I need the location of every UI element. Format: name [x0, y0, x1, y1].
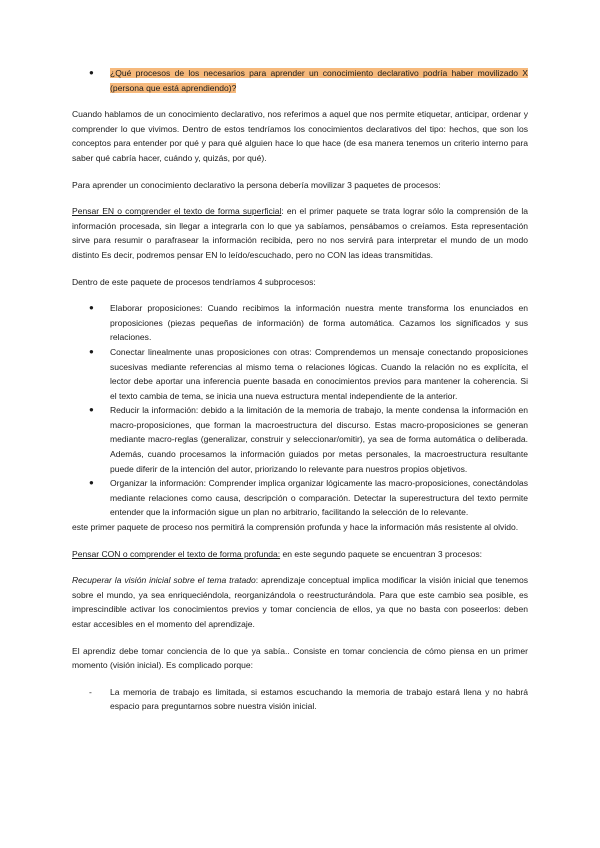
bullet-icon: ● — [89, 405, 94, 415]
subprocesses-intro: Dentro de este paquete de procesos tendríamos 4 subprocesos: — [72, 276, 316, 287]
subprocesses-list — [72, 301, 528, 520]
recuperar-body: : aprendizaje conceptual implica modificar la visión inicial que tenemos sobre el mundo, ya sea enriqueciéndola, reorganizándola o reestructurándola. Para que este cambio sea posible, es imprescindible activar los conocimientos previos y tomar conciencia de ellos, ya que no basta con poseerlos: deben estar accesibles en el momento del aprendizaje. — [72, 575, 528, 629]
bullet-icon: ● — [89, 346, 94, 356]
list-item-text: Elaborar proposiciones: Cuando recibimos la información nuestra mente transforma los enunciados en proposiciones (piezas pequeñas de información) de forma automática. Cazamos los significados y sus relaciones. — [110, 303, 528, 343]
list-item — [89, 345, 528, 403]
highlighted-question: ¿Qué procesos de los necesarios para aprender un conocimiento declarativo podría haber movilizado X (persona que está aprendiendo)? — [110, 68, 528, 93]
list-item — [89, 476, 528, 520]
list-item-text: Organizar la información: Comprender implica organizar lógicamente las macro-proposiciones, conectándolas mediante relaciones como causa, descripción o comparación. Detectar la superestructura del texto permite entender que la información sigue un plan no arbitrario, facilitando la selección de lo relevante. — [110, 478, 528, 518]
bullet-icon: ● — [89, 478, 94, 488]
dash-item-text: La memoria de trabajo es limitada, si estamos escuchando la memoria de trabajo estará llena y no habrá espacio para preguntarnos sobre nuestra visión inicial. — [110, 686, 528, 712]
superficial-paragraph — [72, 204, 528, 262]
intro-paragraph: Cuando hablamos de un conocimiento declarativo, nos referimos a aquel que nos permite etiquetar, anticipar, ordenar y comprender lo que vivimos. Dentro de estos tendríamos los conocimientos declarativos del tipo: hechos, que son los conceptos para entender por qué y para qué alguien hace lo que hace (de esa manera tenemos un criterio interno para saber qué cabría hacer, cuándo y, quizás, por qué). — [72, 109, 528, 163]
aprendiz-paragraph: El aprendiz debe tomar conciencia de lo que ya sabía.. Consiste en tomar conciencia de cómo piensa en un primer momento (visión inicial). Es complicado porque: — [72, 645, 528, 671]
list-item — [89, 301, 528, 345]
packages-paragraph: Para aprender un conocimiento declarativo la persona debería movilizar 3 paquetes de procesos: — [72, 179, 441, 190]
question-item — [72, 66, 528, 95]
superficial-heading: Pensar EN o comprender el texto de forma superficial — [72, 206, 282, 217]
list-item-text: Reducir la información: debido a la limitación de la memoria de trabajo, la mente condensa la información en macro-proposiciones, que forman la macroestructura del discurso. Estas macro-proposiciones se generan mediante macro-reglas (generalizar, construir y seleccionar/omitir), ya sea de forma automática o deliberada. Además, cuando procesamos la información guiados por metas personales, la macroestructura resultante puede diferir de la intención del autor, priorizando lo relevante para nuestros propios objetivos. — [110, 405, 528, 474]
list-item — [89, 403, 528, 476]
closing-paragraph: este primer paquete de proceso nos permitirá la comprensión profunda y hace la información más resistente al olvido. — [72, 522, 519, 533]
profunda-heading: Pensar CON o comprender el texto de forma profunda: — [72, 548, 281, 559]
recuperar-heading: Recuperar la visión inicial sobre el tema tratado — [72, 575, 256, 586]
dash-icon: - — [89, 686, 92, 697]
bullet-icon: ● — [89, 68, 94, 77]
profunda-body: en este segundo paquete se encuentran 3 procesos: — [280, 548, 483, 559]
dash-item — [72, 685, 528, 714]
profunda-paragraph — [72, 547, 528, 562]
bullet-icon: ● — [89, 303, 94, 313]
superficial-body: : en el primer paquete se trata lograr sólo la comprensión de la información procesada, sin llegar a integrarla con lo que ya sabíamos, pensábamos o creíamos. Esta representación sirve para resumir o parafrasear la información recibida, pero no nos servirá para interpretar el mundo de un modo distinto Es decir, podremos pensar EN lo leído/escuchado, pero no CON las ideas transmitidas. — [72, 206, 528, 260]
recuperar-paragraph — [72, 573, 528, 631]
list-item-text: Conectar linealmente unas proposiciones con otras: Comprendemos un mensaje conectando proposiciones sucesivas mediante referencias al mismo tema o relaciones lógicas. Cuando la relación no es explícita, el lector debe aportar una inferencia puente basada en conocimientos previos para mantener la coherencia. Si el texto cambia de tema, se inicia una nueva estructura mental independiente de la anterior. — [110, 346, 528, 401]
